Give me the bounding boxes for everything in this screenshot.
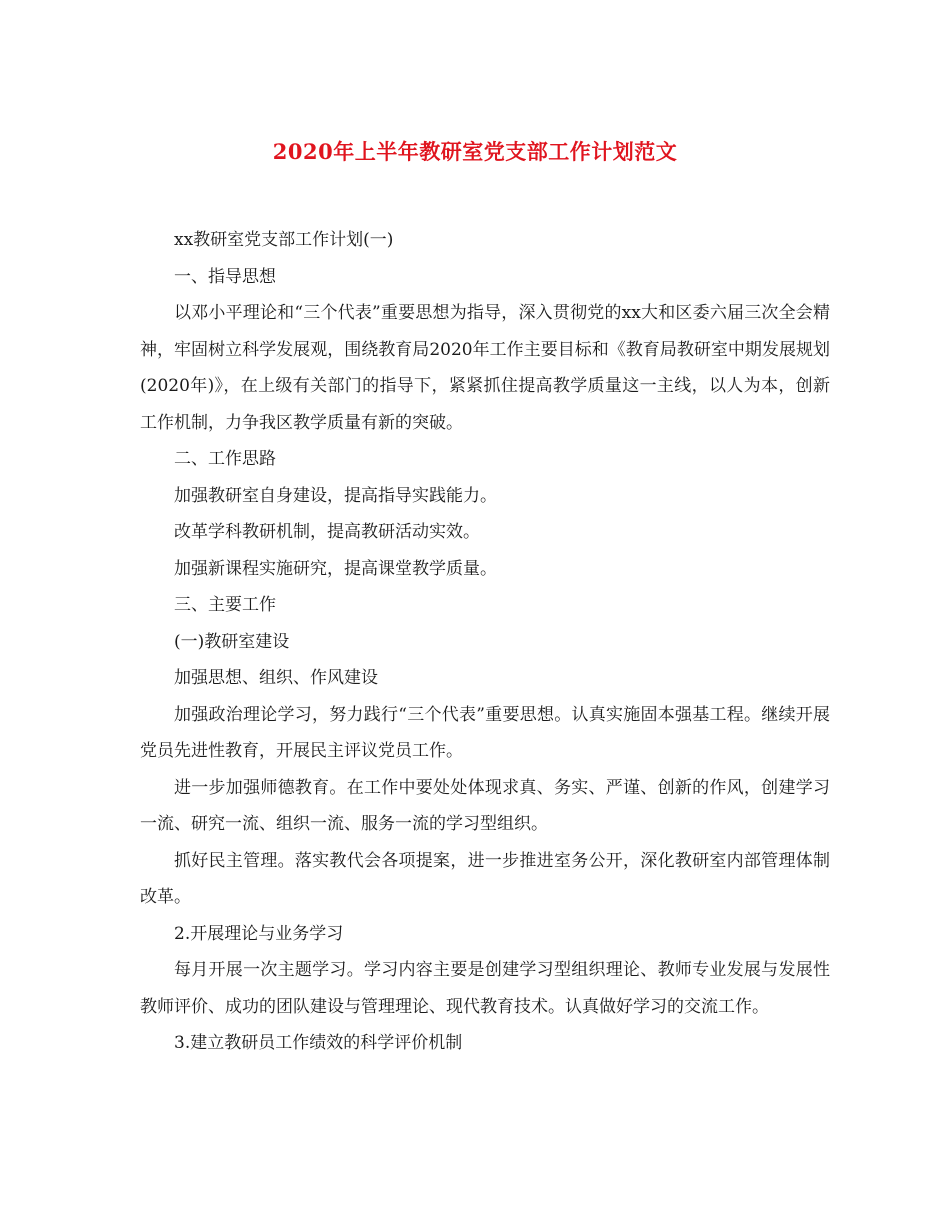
document-title: 2020年上半年教研室党支部工作计划范文 <box>272 139 678 164</box>
paragraph-section-3-heading: 三、主要工作 <box>174 595 276 615</box>
paragraph-item-2-heading: 2.开展理论与业务学习 <box>174 923 344 944</box>
paragraph-subsection-1-heading: (一)教研室建设 <box>174 631 290 652</box>
paragraph-political-study: 加强政治理论学习，努力践行“三个代表”重要思想。认真实施固本强基工程。继续开展党员先进性教育，开展民主评议党员工作。 <box>140 704 830 761</box>
paragraph-section-2-heading: 二、工作思路 <box>174 449 276 469</box>
paragraph-work-idea-3: 加强新课程实施研究，提高课堂教学质量。 <box>174 558 497 579</box>
paragraph-democratic-management: 抓好民主管理。落实教代会各项提案，进一步推进室务公开，深化教研室内部管理体制改革。 <box>140 850 830 907</box>
paragraph-plan-heading: xx教研室党支部工作计划(一) <box>174 230 394 250</box>
paragraph-work-idea-2: 改革学科教研机制，提高教研活动实效。 <box>174 522 480 542</box>
document-body <box>140 222 830 1062</box>
paragraph-section-1-heading: 一、指导思想 <box>174 266 276 287</box>
paragraph-guiding-ideology: 以邓小平理论和“三个代表”重要思想为指导，深入贯彻党的xx大和区委六届三次全会精神，牢固树立科学发展观，围绕教育局2020年工作主要目标和《教育局教研室中期发展规划(2020年)》，在上级有关部门的指导下，紧紧抓住提高教学质量这一主线，以人为本，创新工作机制，力争我区教学质量有新的突破。 <box>140 303 830 433</box>
paragraph-monthly-study: 每月开展一次主题学习。学习内容主要是创建学习型组织理论、教师专业发展与发展性教师评价、成功的团队建设与管理理论、现代教育技术。认真做好学习的交流工作。 <box>140 960 830 1017</box>
paragraph-item-3-heading: 3.建立教研员工作绩效的科学评价机制 <box>174 1033 463 1053</box>
paragraph-item-1-heading: 加强思想、组织、作风建设 <box>174 668 378 688</box>
paragraph-work-idea-1: 加强教研室自身建设，提高指导实践能力。 <box>174 485 497 506</box>
paragraph-ethics-education: 进一步加强师德教育。在工作中要处处体现求真、务实、严谨、创新的作风，创建学习一流、研究一流、组织一流、服务一流的学习型组织。 <box>140 777 830 834</box>
